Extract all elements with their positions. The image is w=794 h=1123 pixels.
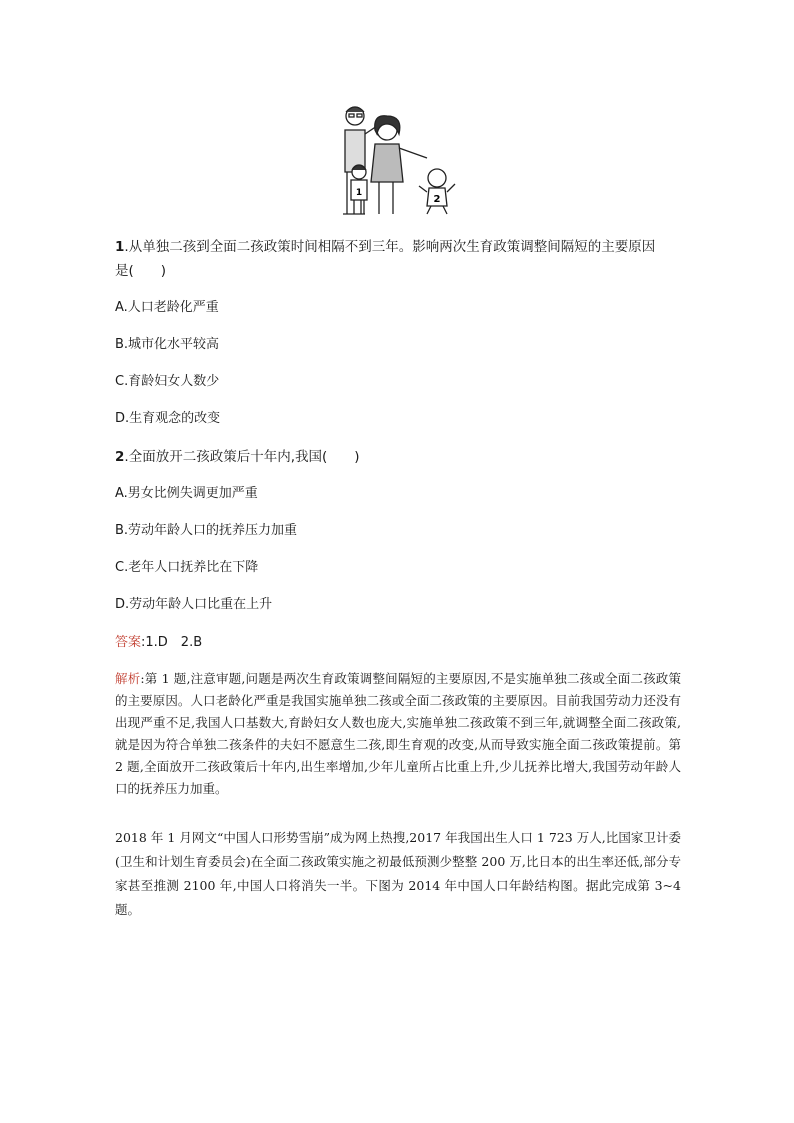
child-number-label: 1 (355, 188, 363, 198)
answer-text: :1.D 2.B (141, 635, 203, 650)
q1-option-d: D.生育观念的改变 (115, 411, 221, 426)
answer-line (115, 634, 202, 652)
baby-figure (419, 169, 455, 214)
family-illustration (335, 102, 459, 216)
question-1-line-2: 是( ) (115, 263, 167, 279)
q2-option-a: A.男女比例失调更加严重 (115, 486, 258, 501)
q2-option-d: D.劳动年龄人口比重在上升 (115, 597, 273, 612)
q1-option-a: A.人口老龄化严重 (115, 300, 219, 315)
question-stem-3-4: 2018 年 1 月网文“中国人口形势雪崩”成为网上热搜,2017 年我国出生人口 1 723 万人,比国家卫计委(卫生和计划生育委员会)在全面二孩政策实施之初最低预测少整整 200 万,比日本的出生率还低,部分专家甚至推测 2100 年,中国人口将消失一半。下图为 2014 年中国人口年龄结构图。据此完成第 3~4 题。 (115, 830, 681, 917)
question-2 (115, 447, 360, 467)
q1-option-b: B.城市化水平较高 (115, 337, 220, 352)
question-2-number: 2 (115, 449, 125, 465)
q2-option-c: C.老年人口抚养比在下降 (115, 560, 259, 575)
question-1-line-1 (115, 237, 655, 257)
answer-label: 答案 (115, 635, 142, 650)
question-1-text: .从单独二孩到全面二孩政策时间相隔不到三年。影响两次生育政策调整间隔短的主要原因 (124, 239, 656, 255)
analysis-paragraph (115, 668, 681, 800)
question-1-number: 1 (115, 239, 125, 255)
question-2-text: .全面放开二孩政策后十年内,我国( ) (124, 449, 360, 465)
mother-figure (371, 116, 427, 214)
baby-number-label: 2 (433, 194, 441, 205)
question-1 (115, 237, 655, 281)
analysis-label: 解析 (115, 671, 141, 686)
q1-option-c: C.育龄妇女人数少 (115, 374, 220, 389)
q2-option-b: B.劳动年龄人口的抚养压力加重 (115, 523, 298, 538)
analysis-text: :第 1 题,注意审题,问题是两次生育政策调整间隔短的主要原因,不是实施单独二孩或全面二孩政策的主要原因。人口老龄化严重是我国实施单独二孩或全面二孩政策的主要原因。目前我国劳动力还没有出现严重不足,我国人口基数大,育龄妇女人数也庞大,实施单独二孩政策不到三年,就调整全面二孩政策,就是因为符合单独二孩条件的夫妇不愿意生二孩,即生育观的改变,从而导致实施全面二孩政策提前。第 2 题,全面放开二孩政策后十年内,出生率增加,少年儿童所占比重上升,少儿抚养比增大,我国劳动年龄人口的抚养压力加重。 (115, 671, 681, 796)
